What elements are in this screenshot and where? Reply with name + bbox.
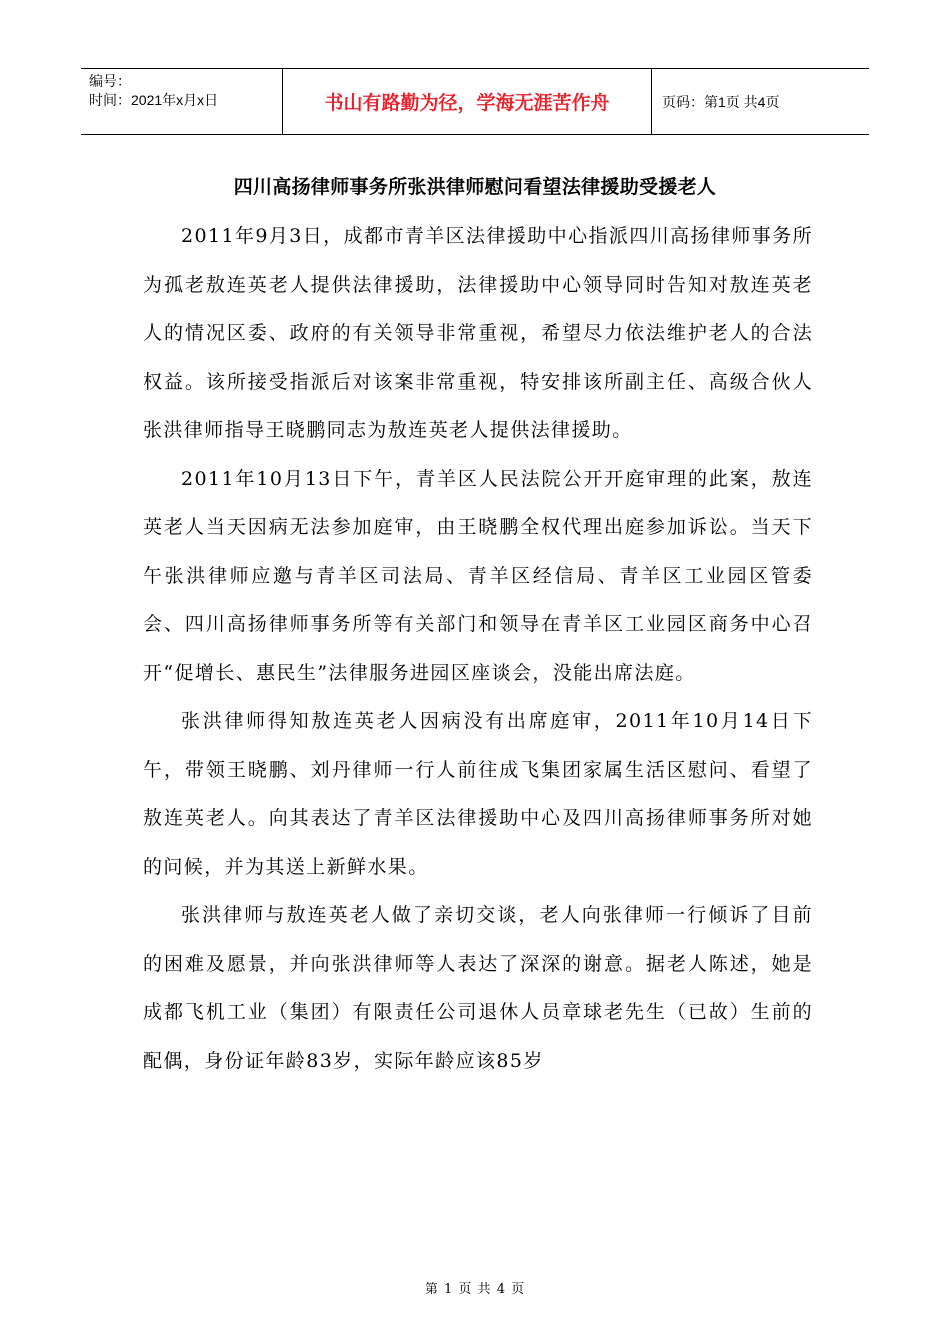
article-title: 四川高扬律师事务所张洪律师慰问看望法律援助受援老人 — [233, 176, 717, 198]
document-date: 时间：2021年x月x日 — [89, 92, 219, 108]
page-footer: 第 1 页 共 4 页 — [424, 1282, 526, 1297]
header-motto: 书山有路勤为径，学海无涯苦作舟 — [324, 92, 610, 114]
paragraph: 张洪律师与敖连英老人做了亲切交谈，老人向张律师一行倾诉了目前的困难及愿景，并向张洪律师等人表达了深深的谢意。据老人陈述，她是成都飞机工业（集团）有限责任公司退休人员章球老先生（已故）生前的配偶，身份证年龄83岁，实际年龄应该85岁 — [143, 904, 813, 1072]
header-meta-cell — [81, 69, 283, 134]
document-number-label: 编号： — [89, 73, 131, 89]
header-page-cell — [652, 69, 869, 134]
header-motto-cell — [283, 69, 652, 134]
article-body — [143, 212, 813, 1085]
header-page-info: 页码：第1页 共4页 — [662, 93, 780, 110]
paragraph: 2011年10月13日下午，青羊区人民法院公开开庭审理的此案，敖连英老人当天因病无法参加庭审，由王晓鹏全权代理出庭参加诉讼。当天下午张洪律师应邀与青羊区司法局、青羊区经信局、青羊区工业园区管委会、四川高扬律师事务所等有关部门和领导在青羊区工业园区商务中心召开“促增长、惠民生”法律服务进园区座谈会，没能出席法庭。 — [143, 467, 813, 684]
paragraph: 张洪律师得知敖连英老人因病没有出席庭审，2011年10月14日下午，带领王晓鹏、刘丹律师一行人前往成飞集团家属生活区慰问、看望了敖连英老人。向其表达了青羊区法律援助中心及四川高扬律师事务所对她的问候，并为其送上新鲜水果。 — [143, 710, 813, 878]
paragraph: 2011年9月3日，成都市青羊区法律援助中心指派四川高扬律师事务所为孤老敖连英老人提供法律援助，法律援助中心领导同时告知对敖连英老人的情况区委、政府的有关领导非常重视，希望尽力依法维护老人的合法权益。该所接受指派后对该案非常重视，特安排该所副主任、高级合伙人张洪律师指导王晓鹏同志为敖连英老人提供法律援助。 — [143, 225, 813, 441]
document-header — [81, 68, 869, 135]
